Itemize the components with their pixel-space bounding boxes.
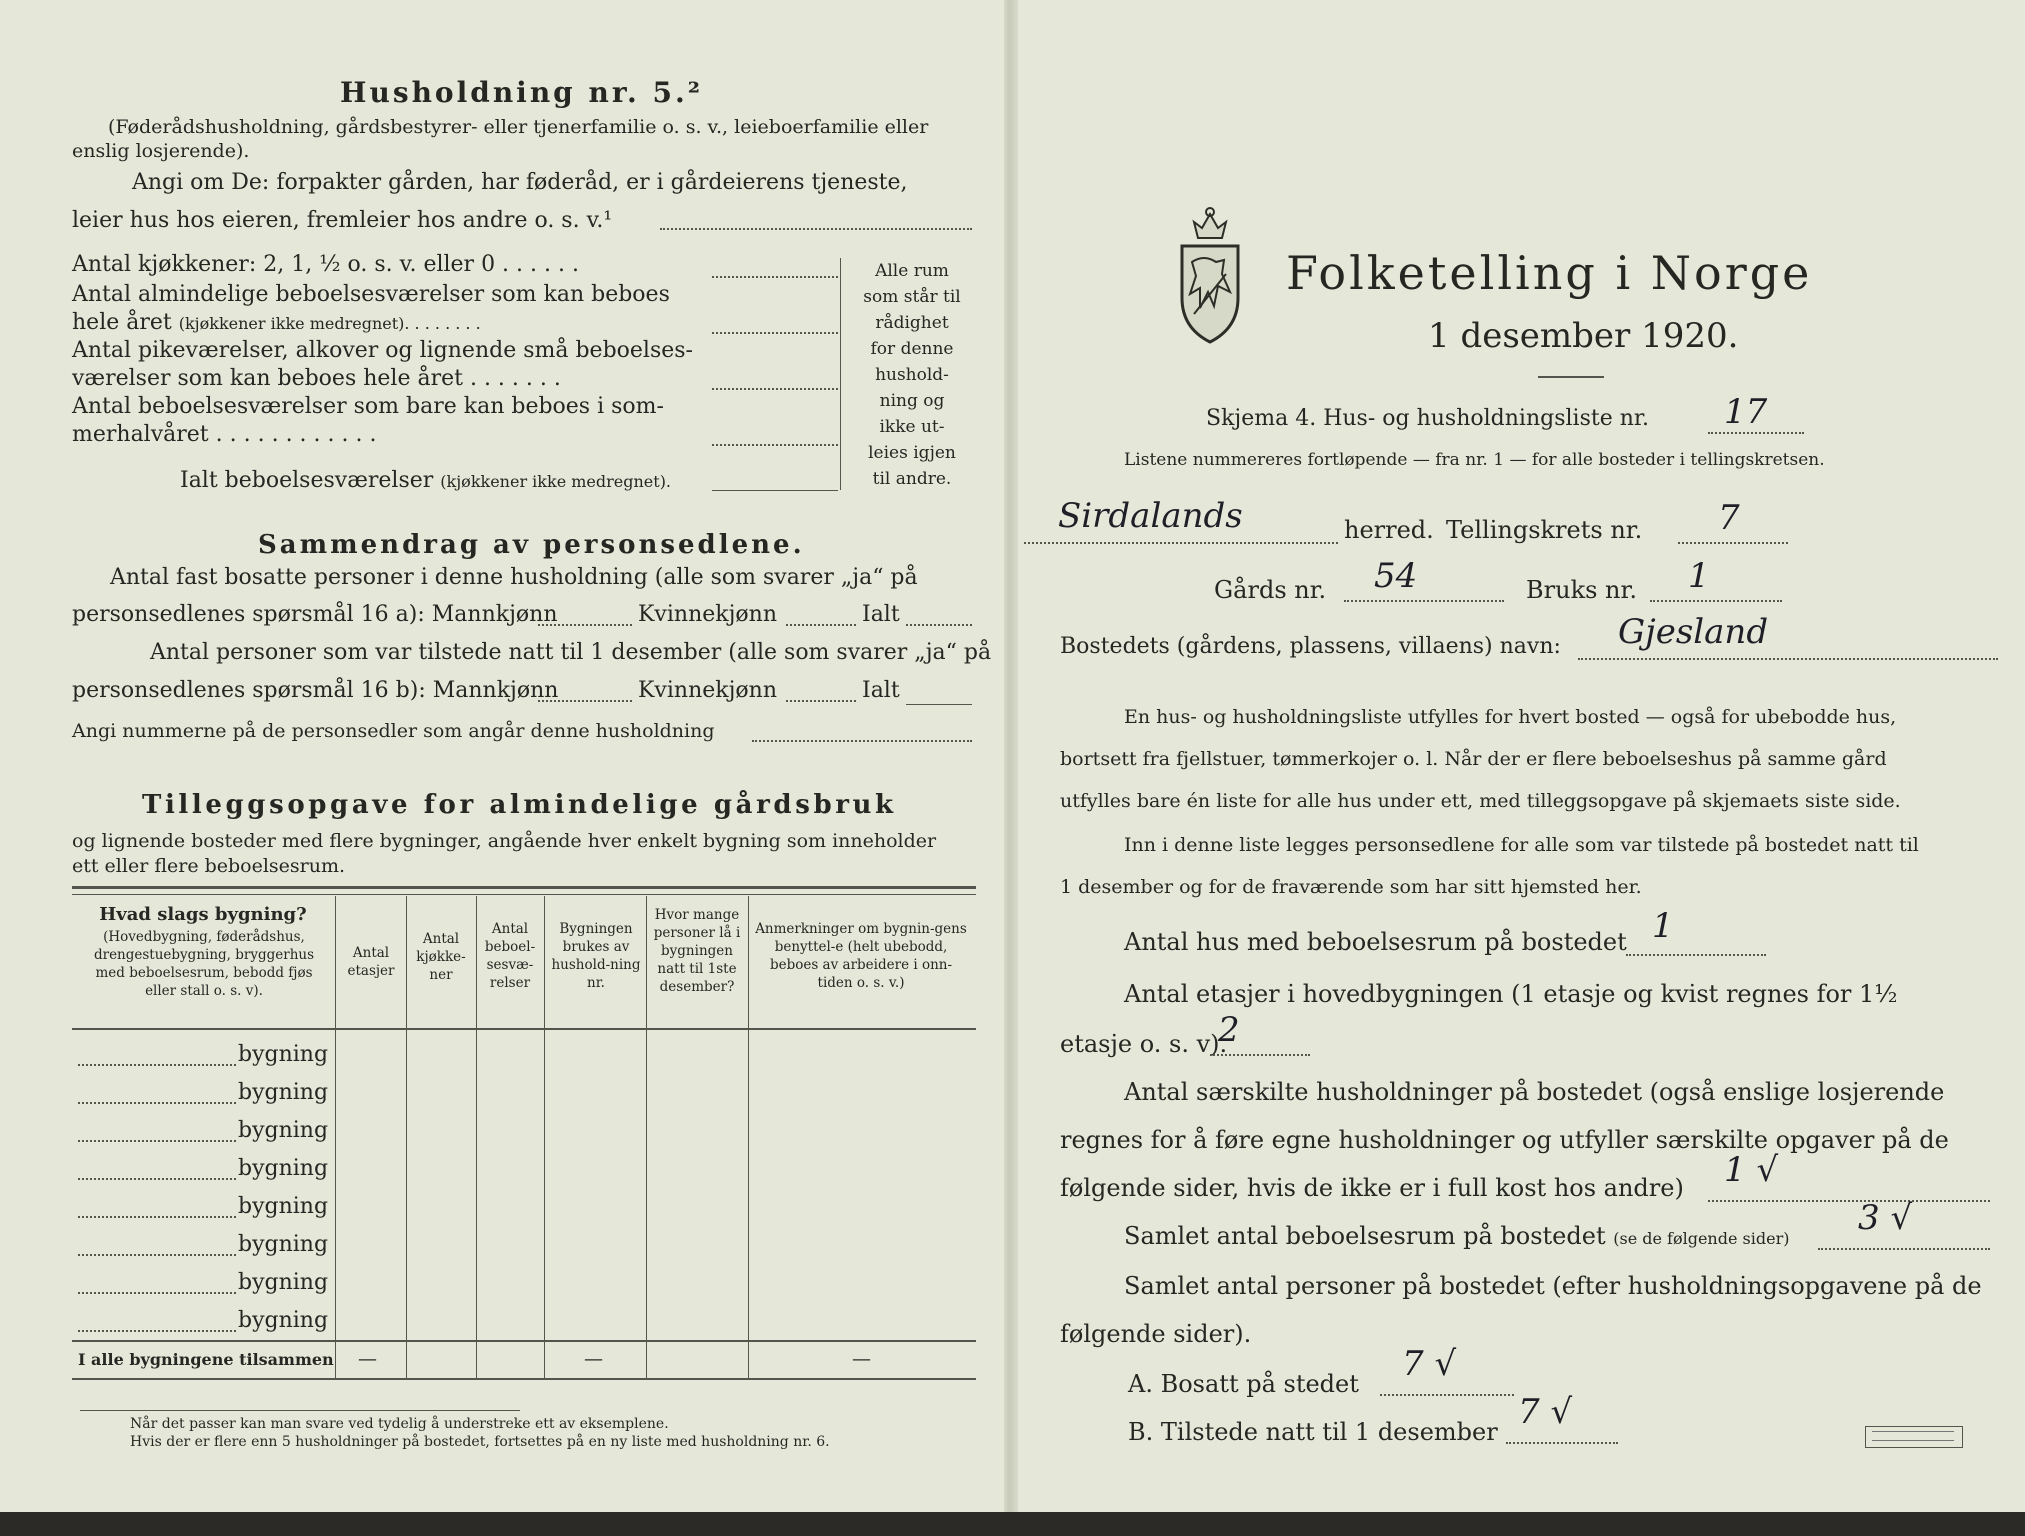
tilstede-line-1: Antal personer som var tilstede natt til 1 desember (alle som svarer „ja“ på — [150, 640, 992, 665]
tellingskrets-value: 7 — [1718, 498, 1740, 538]
sommer-line-2: merhalvåret . . . . . . . . . . . . — [72, 422, 377, 447]
total-dash-anmerkninger: — — [852, 1348, 871, 1370]
tellingskrets-label: Tellingskrets nr. — [1446, 516, 1643, 544]
census-title: Folketelling i Norge — [1286, 246, 1813, 300]
alm-line-2: hele året (kjøkkener ikke medregnet). . . . . . . . — [72, 310, 481, 335]
tilstede-ialt-label: Ialt — [862, 678, 900, 703]
fast-line-1: Antal fast bosatte personer i denne husholdning (alle som svarer „ja“ på — [110, 565, 918, 590]
angi-nummer-line: Angi nummerne på de personsedler som angår denne husholdning — [72, 720, 715, 742]
bosted-value: Gjesland — [1618, 612, 1769, 652]
row-bygning-6: bygning — [238, 1232, 329, 1257]
scan-border — [0, 1512, 2025, 1536]
header-personer: Hvor mange personer lå i bygningen natt til 1ste desember? — [653, 907, 741, 995]
side-note: Alle rum som står til rådighet for denne hushold- ning og ikke ut- leies igjen til andre. — [863, 261, 961, 489]
skjema-value: 17 — [1724, 392, 1768, 432]
alm-line-1: Antal almindelige beboelsesværelser som kan beboes — [72, 282, 670, 307]
tilstede-kvinne-label: Kvinnekjønn — [638, 678, 777, 703]
hush-line-3: følgende sider, hvis de ikke er i full kost hos andre) — [1060, 1174, 1684, 1202]
tillegg-line-2: ett eller flere beboelsesrum. — [72, 855, 346, 877]
angi-nummer-answer — [752, 740, 972, 742]
total-dash-etasjer: — — [358, 1348, 377, 1370]
fast-ialt-label: Ialt — [862, 602, 900, 627]
fast-ialt-answer — [906, 624, 972, 626]
angi-answer-line — [660, 228, 972, 230]
hush-value: 1 √ — [1724, 1150, 1779, 1190]
answer-column-rule — [840, 258, 841, 490]
tilstede-mann-answer — [538, 700, 632, 702]
alm-answer — [712, 332, 838, 334]
sommer-line-1: Antal beboelsesværelser som bare kan beboes i som- — [72, 394, 664, 419]
row-bygning-7: bygning — [238, 1270, 329, 1295]
tilstede-ialt-answer — [906, 704, 972, 705]
gards-value: 54 — [1374, 556, 1418, 596]
bosatt-label: A. Bosatt på stedet — [1128, 1370, 1359, 1398]
para1-line-3: utfylles bare én liste for alle hus under ett, med tilleggsopgave på skjemaets siste side. — [1060, 790, 1901, 812]
antal-hus-label: Antal hus med beboelsesrum på bostedet — [1124, 928, 1627, 956]
tilstede-value: 7 √ — [1518, 1392, 1573, 1432]
etasjer-value: 2 — [1218, 1010, 1240, 1050]
tillegg-title: Tilleggsopgave for almindelige gårdsbruk — [142, 790, 897, 820]
samlet-pers-line-2: følgende sider). — [1060, 1320, 1252, 1348]
tillegg-line-1: og lignende bosteder med flere bygninger, angående hver enkelt bygning som inneholder — [72, 830, 937, 852]
sommer-answer — [712, 444, 838, 446]
row-bygning-3: bygning — [238, 1118, 329, 1143]
ialt-beboelse-line: Ialt beboelsesværelser (kjøkkener ikke medregnet). — [180, 468, 672, 493]
bosatt-value: 7 √ — [1402, 1344, 1457, 1384]
para1-line-2: bortsett fra fjellstuer, tømmerkojer o. l. Når der er flere beboelseshus på samme gård — [1060, 748, 1887, 770]
row-bygning-2: bygning — [238, 1080, 329, 1105]
norway-coat-of-arms-icon — [1174, 202, 1246, 348]
herred-value: Sirdalands — [1058, 496, 1243, 536]
para1-line-1: En hus- og husholdningsliste utfylles for hvert bosted — også for ubebodde hus, — [1124, 706, 1897, 728]
fast-kvinne-answer — [786, 624, 856, 626]
gards-label: Gårds nr. — [1214, 576, 1327, 604]
row-bygning-4: bygning — [238, 1156, 329, 1181]
skjema-label: Skjema 4. Hus- og husholdningsliste nr. — [1206, 406, 1649, 431]
pike-answer — [712, 388, 838, 390]
fast-line-2: personsedlenes spørsmål 16 a): Mannkjønn — [72, 602, 558, 627]
intro-line-1: (Føderådshusholdning, gårdsbestyrer- eller tjenerfamilie o. s. v., leieboerfamilie eller — [108, 116, 929, 138]
ialt-beboelse-answer — [712, 490, 838, 491]
bruks-value: 1 — [1688, 556, 1710, 596]
sammendrag-title: Sammendrag av personsedlene. — [258, 530, 805, 560]
etasjer-line-2: etasje o. s. v). — [1060, 1030, 1228, 1058]
header-beboelsesvaerelser: Antal beboel-sesvæ-relser — [484, 921, 536, 991]
row-bygning-1: bygning — [238, 1042, 329, 1067]
samlet-pers-line-1: Samlet antal personer på bostedet (efter husholdningsopgavene på de — [1124, 1272, 1982, 1300]
header-hvad-slags: Hvad slags bygning? — [99, 904, 307, 925]
tilstede-label: B. Tilstede natt til 1 desember — [1128, 1418, 1498, 1446]
page-fold — [1004, 0, 1018, 1536]
row-bygning-8: bygning — [238, 1308, 329, 1333]
bruks-label: Bruks nr. — [1526, 576, 1637, 604]
herred-label: herred. — [1344, 516, 1434, 544]
printer-stamp — [1865, 1426, 1963, 1448]
hush-line-2: regnes for å føre egne husholdninger og utfyller særskilte opgaver på de — [1060, 1126, 1949, 1154]
antal-hus-value: 1 — [1652, 906, 1674, 946]
header-etasjer: Antal etasjer — [347, 945, 395, 979]
left-page — [0, 0, 1004, 1512]
intro-line-2: enslig losjerende). — [72, 140, 250, 162]
samlet-rum-value: 3 √ — [1858, 1198, 1913, 1238]
samlet-rum-label: Samlet antal beboelsesrum på bostedet (se de følgende sider) — [1124, 1222, 1790, 1250]
kjokkener-line: Antal kjøkkener: 2, 1, ½ o. s. v. eller 0 . . . . . . — [72, 252, 579, 277]
total-label: I alle bygningene tilsammen — [78, 1350, 334, 1369]
etasjer-line-1: Antal etasjer i hovedbygningen (1 etasje og kvist regnes for 1½ — [1124, 980, 1898, 1008]
header-kjokkener: Antal kjøkke-ner — [416, 931, 466, 983]
footnote-1: Når det passer kan man svare ved tydelig å understreke ett av eksemplene. — [130, 1416, 669, 1432]
fast-kvinne-label: Kvinnekjønn — [638, 602, 777, 627]
tilstede-line-2: personsedlenes spørsmål 16 b): Mannkjønn — [72, 678, 559, 703]
hush-line-1: Antal særskilte husholdninger på bostedet (også enslige losjerende — [1124, 1078, 1945, 1106]
header-brukes-av: Bygningen brukes av hushold-ning nr. — [551, 921, 641, 991]
right-page — [1018, 0, 2025, 1512]
total-dash-brukes: — — [584, 1348, 603, 1370]
census-date: 1 desember 1920. — [1428, 316, 1739, 356]
fast-mann-answer — [538, 624, 632, 626]
header-anmerkninger: Anmerkninger om bygnin-gens benyttel-e (helt ubebodd, beboes av arbeidere i onn-tiden o. s. v.) — [755, 921, 967, 991]
angi-line-1: Angi om De: forpakter gården, har føderåd, er i gårdeierens tjeneste, — [132, 170, 908, 195]
kjokkener-answer — [712, 276, 838, 278]
household-title: Husholdning nr. 5.² — [340, 76, 704, 109]
pike-line-1: Antal pikeværelser, alkover og lignende små beboelses- — [72, 338, 693, 363]
bosted-label: Bostedets (gårdens, plassens, villaens) navn: — [1060, 634, 1561, 659]
para2-line-1: Inn i denne liste legges personsedlene for alle som var tilstede på bostedet natt til — [1124, 834, 1919, 856]
tilstede-kvinne-answer — [786, 700, 856, 702]
listene-note: Listene nummereres fortløpende — fra nr. 1 — for alle bosteder i tellingskretsen. — [1124, 450, 1825, 470]
para2-line-2: 1 desember og for de fraværende som har sitt hjemsted her. — [1060, 876, 1642, 898]
pike-line-2: værelser som kan beboes hele året . . . . . . . — [72, 366, 561, 391]
footnote-2: Hvis der er flere enn 5 husholdninger på bostedet, fortsettes på en ny liste med husholdning nr. 6. — [130, 1434, 830, 1450]
header-hvad-slags-desc: (Hovedbygning, føderådshus, drengestuebygning, bryggerhus med beboelsesrum, bebodd fjøs eller stall o. s. v). — [93, 929, 315, 999]
row-bygning-5: bygning — [238, 1194, 329, 1219]
angi-line-2: leier hus hos eieren, fremleier hos andre o. s. v.¹ — [72, 208, 613, 233]
